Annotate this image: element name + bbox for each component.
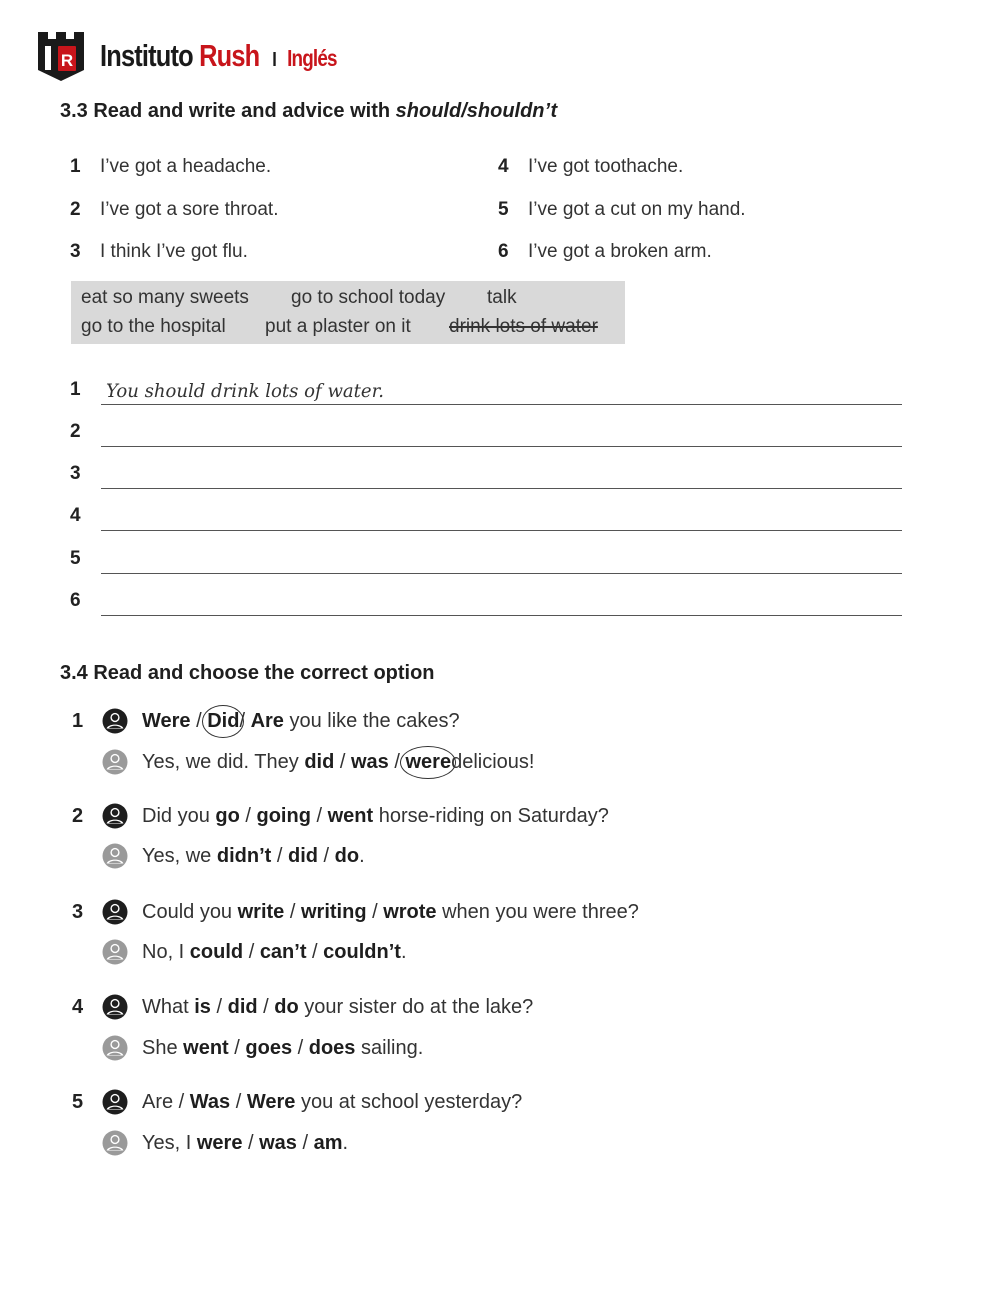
problem-item: 4 I’ve got toothache.	[498, 156, 684, 177]
answer-row	[72, 1034, 423, 1062]
exercise-3-3-title	[60, 100, 557, 123]
answer-line[interactable]	[70, 544, 902, 574]
answer-line[interactable]	[70, 417, 902, 447]
speaker-light-icon	[102, 1130, 128, 1156]
option[interactable]: writing	[300, 900, 367, 923]
answer-row	[72, 842, 365, 870]
option[interactable]: could	[189, 940, 244, 963]
option[interactable]: Are	[250, 709, 284, 732]
speaker-light-icon	[102, 843, 128, 869]
writing-line	[101, 573, 902, 574]
svg-text:R: R	[60, 51, 74, 70]
logo-separator: I	[272, 49, 276, 71]
question-number: 2	[72, 804, 84, 827]
answer-number: 4	[70, 505, 81, 526]
option[interactable]: Were	[246, 1090, 296, 1113]
word-bank-phrase: go to the hospital	[81, 316, 226, 337]
word-bank-phrase: eat so many sweets	[81, 287, 249, 308]
answer-text: Yes, I were / was / am.	[142, 1131, 349, 1154]
writing-line	[101, 615, 902, 616]
problem-item: 5 I’ve got a cut on my hand.	[498, 199, 746, 220]
option[interactable]: Was	[189, 1090, 231, 1113]
option[interactable]: did	[227, 995, 258, 1018]
option[interactable]: go	[215, 804, 240, 827]
option[interactable]: was	[259, 1131, 297, 1154]
word-bank-phrase-used: drink lots of water	[449, 316, 598, 337]
question-text: Did you go / going / went horse-riding on Saturday?	[142, 804, 609, 827]
answer-line[interactable]	[70, 459, 902, 489]
speaker-light-icon	[102, 749, 128, 775]
option-selected[interactable]: Did	[207, 709, 240, 732]
logo-name: Instituto	[100, 38, 193, 73]
problem-item: 6 I’ve got a broken arm.	[498, 241, 712, 262]
option[interactable]: going	[256, 804, 311, 827]
speaker-dark-icon	[102, 803, 128, 829]
option[interactable]: was	[351, 750, 389, 773]
speaker-dark-icon	[102, 1089, 128, 1115]
logo-brand: Rush	[199, 38, 260, 73]
speaker-dark-icon	[102, 708, 128, 734]
question-number: 1	[72, 709, 84, 732]
option[interactable]: can’t	[259, 940, 307, 963]
writing-line	[101, 530, 902, 531]
question-text: Could you write / writing / wrote when you were three?	[142, 900, 639, 923]
answer-number: 5	[70, 548, 81, 569]
option[interactable]: am	[313, 1131, 343, 1154]
answer-text: Yes, we did. They did / was / weredelicious!	[142, 750, 535, 773]
answer-number: 2	[70, 421, 81, 442]
option[interactable]: Were	[142, 709, 191, 732]
option-selected[interactable]: were	[405, 750, 452, 773]
speaker-light-icon	[102, 1035, 128, 1061]
option[interactable]: were	[196, 1131, 243, 1154]
answer-number: 3	[70, 463, 81, 484]
answer-number: 1	[70, 379, 81, 400]
option[interactable]: did	[287, 844, 318, 867]
exercise-3-3-title-italic: should/shouldn’t	[395, 100, 558, 122]
question-row	[72, 993, 533, 1021]
word-bank-phrase: put a plaster on it	[265, 316, 411, 337]
question-text: Were / Did/ Are you like the cakes?	[142, 709, 460, 732]
writing-line	[101, 446, 902, 447]
answer-text: No, I could / can’t / couldn’t.	[142, 940, 407, 963]
problem-item: 1 I’ve got a headache.	[70, 156, 272, 177]
answer-row	[72, 1129, 348, 1157]
question-row	[72, 1088, 522, 1116]
writing-line	[101, 404, 902, 405]
answer-number: 6	[70, 590, 81, 611]
word-bank-phrase: talk	[487, 287, 517, 308]
option[interactable]: did	[304, 750, 335, 773]
option[interactable]: does	[308, 1036, 356, 1059]
option[interactable]: do	[274, 995, 299, 1018]
answer-text: She went / goes / does sailing.	[142, 1036, 424, 1059]
option[interactable]: went	[327, 804, 374, 827]
question-row	[72, 802, 609, 830]
question-row	[72, 898, 639, 926]
answer-line[interactable]	[70, 375, 902, 405]
word-bank-phrase: go to school today	[291, 287, 446, 308]
problem-item: 2 I’ve got a sore throat.	[70, 199, 279, 220]
option[interactable]: didn’t	[216, 844, 272, 867]
handwritten-answer: You should drink lots of water.	[106, 380, 384, 402]
question-number: 3	[72, 900, 84, 923]
option[interactable]: is	[194, 995, 211, 1018]
question-row	[72, 707, 460, 735]
option[interactable]: do	[334, 844, 360, 867]
institute-logo	[36, 30, 389, 82]
option[interactable]: went	[183, 1036, 229, 1059]
logo-wordmark	[100, 38, 337, 74]
logo-subject: Inglés	[287, 45, 337, 71]
speaker-light-icon	[102, 939, 128, 965]
castle-logo-icon	[36, 30, 86, 82]
exercise-3-4-title: 3.4 Read and choose the correct option	[60, 662, 435, 684]
question-text: What is / did / do your sister do at the lake?	[142, 995, 534, 1018]
answer-line[interactable]	[70, 586, 902, 616]
problem-item: 3 I think I’ve got flu.	[70, 241, 248, 262]
answer-text: Yes, we didn’t / did / do.	[142, 844, 365, 867]
speaker-dark-icon	[102, 994, 128, 1020]
answer-row	[72, 938, 407, 966]
question-number: 5	[72, 1090, 84, 1113]
speaker-dark-icon	[102, 899, 128, 925]
answer-row	[72, 748, 534, 776]
option[interactable]: couldn’t	[323, 940, 401, 963]
option[interactable]: goes	[245, 1036, 293, 1059]
option[interactable]: write	[237, 900, 285, 923]
word-bank	[71, 281, 625, 344]
exercise-3-3-title-text: 3.3 Read and write and advice with	[60, 100, 396, 122]
writing-line	[101, 488, 902, 489]
question-number: 4	[72, 995, 84, 1018]
answer-line[interactable]	[70, 501, 902, 531]
option[interactable]: wrote	[383, 900, 437, 923]
question-text: Are / Was / Were you at school yesterday?	[142, 1090, 523, 1113]
